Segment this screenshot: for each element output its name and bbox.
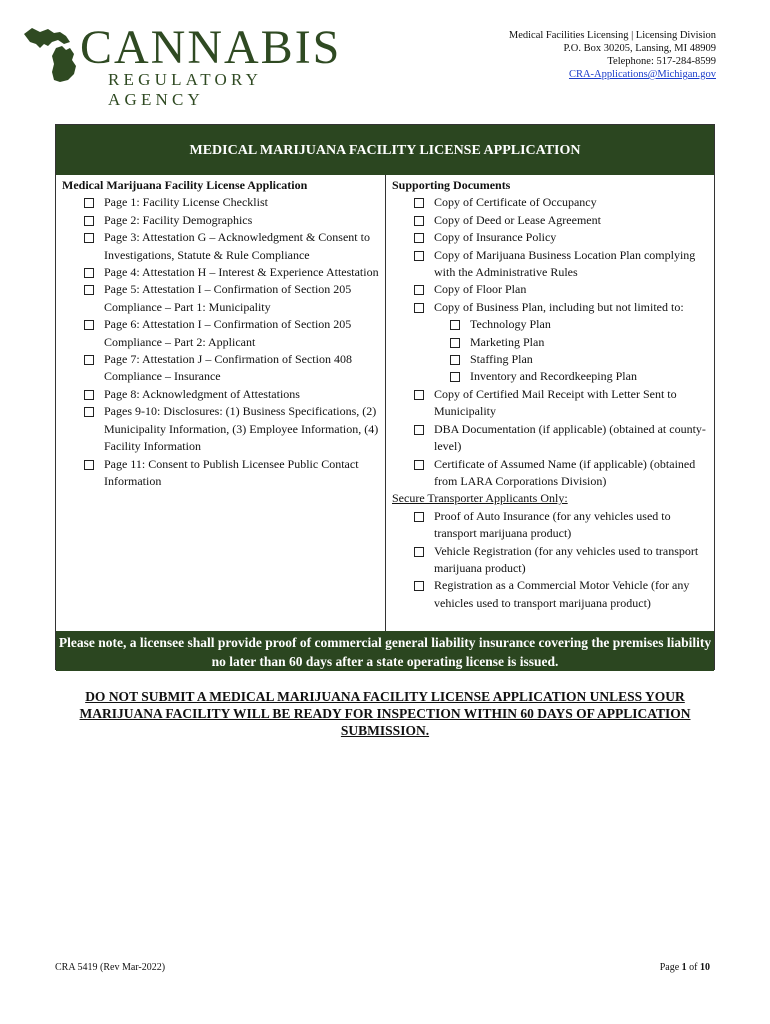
application-checklist	[62, 194, 379, 490]
checklist-item-label: Copy of Marijuana Business Location Plan complying with the Administrative Rules	[434, 247, 696, 280]
checklist-item	[62, 212, 379, 229]
checkbox[interactable]	[84, 233, 94, 243]
checklist-item	[392, 368, 708, 385]
checklist-item-label: Inventory and Recordkeeping Plan	[470, 369, 637, 384]
checklist-item-label: Certificate of Assumed Name (if applicable) (obtained from LARA Corporations Division)	[434, 456, 696, 488]
checklist-item-label: Copy of Floor Plan	[434, 282, 527, 297]
form-id: CRA 5419 (Rev Mar-2022)	[55, 962, 166, 973]
checklist-item	[392, 351, 708, 368]
contact-address: P.O. Box 30205, Lansing, MI 48909	[563, 43, 716, 54]
checklist-item	[62, 403, 379, 455]
checkbox[interactable]	[84, 268, 94, 278]
checklist-item-label: Pages 9-10: Disclosures: (1) Business Specifications, (2) Municipality Information, (3) Employee Information, (4) Facility Information	[104, 404, 379, 454]
checklist-item-label: Page 2: Facility Demographics	[104, 212, 253, 227]
checkbox[interactable]	[450, 355, 460, 365]
transporter-heading: Secure Transporter Applicants Only:	[392, 491, 568, 506]
supporting-docs-checklist	[392, 194, 708, 316]
contact-block	[509, 29, 716, 81]
checklist-item-label: Proof of Auto Insurance (for any vehicles used to transport marijuana product)	[434, 508, 671, 541]
checklist-item	[392, 212, 708, 229]
checklist-item	[392, 247, 708, 282]
checklist-item	[392, 194, 708, 211]
checkbox[interactable]	[414, 547, 424, 557]
checklist-item	[392, 386, 708, 421]
checkbox[interactable]	[84, 460, 94, 470]
checklist-item-label: Vehicle Registration (for any vehicles used to transport marijuana product)	[434, 543, 699, 575]
supporting-docs-checklist-2	[392, 386, 708, 490]
checklist-item	[62, 281, 379, 316]
checklist-item	[62, 316, 379, 351]
checklist-item-label: Registration as a Commercial Motor Vehicle (for any vehicles used to transport marijuana product)	[434, 578, 690, 610]
checklist-item-label: Page 3: Attestation G – Acknowledgment & Consent to Investigations, Statute & Rule Compliance	[104, 230, 370, 262]
checklist-item-label: Copy of Deed or Lease Agreement	[434, 212, 601, 227]
checklist-item-label: Copy of Certificate of Occupancy	[434, 195, 597, 210]
checkbox[interactable]	[414, 198, 424, 208]
checkbox[interactable]	[84, 320, 94, 330]
insurance-note: Please note, a licensee shall provide proof of commercial general liability insurance covering the premises liability no later than 60 days after a state operating license is issued.	[56, 631, 714, 671]
application-heading: Medical Marijuana Facility License Application	[62, 178, 308, 192]
checkbox[interactable]	[450, 338, 460, 348]
supporting-docs-heading: Supporting Documents	[392, 178, 511, 192]
checkbox[interactable]	[450, 372, 460, 382]
business-plan-checklist	[392, 316, 708, 386]
checkbox[interactable]	[414, 251, 424, 261]
page-number: Page 1 of 10	[659, 962, 710, 973]
contact-division: Medical Facilities Licensing | Licensing Division	[508, 30, 716, 41]
checklist-item	[392, 299, 708, 316]
checklist-item-label: DBA Documentation (if applicable) (obtained at county-level)	[434, 421, 706, 454]
michigan-map-icon	[22, 24, 84, 86]
checklist-item-label: Staffing Plan	[470, 352, 533, 367]
checklist-item-label: Copy of Business Plan, including but not limited to:	[434, 299, 684, 314]
checklist-item-label: Page 7: Attestation J – Confirmation of Section 408 Compliance – Insurance	[104, 352, 352, 384]
checkbox[interactable]	[414, 581, 424, 591]
supporting-docs-column	[386, 175, 714, 631]
checkbox[interactable]	[414, 425, 424, 435]
checklist-item	[392, 281, 708, 298]
checklist-item-label: Technology Plan	[470, 317, 551, 332]
contact-telephone: Telephone: 517-284-8599	[607, 56, 716, 67]
checkbox[interactable]	[414, 303, 424, 313]
checklist-item-label: Page 1: Facility License Checklist	[104, 195, 268, 210]
checkbox[interactable]	[84, 355, 94, 365]
checklist-item-label: Page 8: Acknowledgment of Attestations	[104, 386, 300, 401]
checklist-item-label: Marketing Plan	[470, 334, 545, 349]
checklist-item-label: Page 5: Attestation I – Confirmation of Section 205 Compliance – Part 1: Municipality	[104, 282, 352, 314]
checklist-item	[392, 421, 708, 456]
checkbox[interactable]	[84, 390, 94, 400]
submission-warning: DO NOT SUBMIT A MEDICAL MARIJUANA FACILITY LICENSE APPLICATION UNLESS YOUR MARIJUANA FACILITY WILL BE READY FOR INSPECTION WITHIN 60 DAYS OF APPLICATION SUBMISSION.	[79, 689, 691, 738]
checkbox[interactable]	[84, 216, 94, 226]
checklist-item	[62, 264, 379, 281]
checkbox[interactable]	[84, 198, 94, 208]
checklist-item	[62, 456, 379, 491]
checklist-item-label: Page 6: Attestation I – Confirmation of Section 205 Compliance – Part 2: Applicant	[104, 317, 352, 349]
checkbox[interactable]	[414, 512, 424, 522]
checklist-item-label: Copy of Certified Mail Receipt with Letter Sent to Municipality	[434, 386, 677, 419]
checkbox[interactable]	[84, 285, 94, 295]
checklist-item	[392, 456, 708, 491]
checklist-box	[55, 124, 715, 670]
checklist-item	[392, 229, 708, 246]
checkbox[interactable]	[414, 390, 424, 400]
checklist-item	[62, 194, 379, 211]
logo-wordmark: CANNABIS	[80, 21, 342, 74]
checklist-item	[62, 229, 379, 264]
checklist-item-label: Page 11: Consent to Publish Licensee Public Contact Information	[104, 456, 359, 488]
transporter-checklist	[392, 508, 708, 612]
checklist-item	[62, 386, 379, 403]
checklist-item-label: Copy of Insurance Policy	[434, 230, 557, 245]
checklist-item	[62, 351, 379, 386]
checkbox[interactable]	[414, 460, 424, 470]
application-column	[56, 175, 386, 631]
checklist-item-label: Page 4: Attestation H – Interest & Experience Attestation	[104, 265, 379, 280]
checkbox[interactable]	[450, 320, 460, 330]
checklist-item	[392, 543, 708, 578]
checklist-item	[392, 577, 708, 612]
checkbox[interactable]	[414, 216, 424, 226]
checklist-item	[392, 334, 708, 351]
checklist-item	[392, 508, 708, 543]
checklist-item	[392, 316, 708, 333]
checkbox[interactable]	[414, 285, 424, 295]
checkbox[interactable]	[84, 407, 94, 417]
agency-logo	[22, 21, 342, 109]
contact-email-link[interactable]: CRA-Applications@Michigan.gov	[568, 69, 716, 80]
checkbox[interactable]	[414, 233, 424, 243]
form-title: MEDICAL MARIJUANA FACILITY LICENSE APPLICATION	[56, 125, 714, 175]
logo-subtitle: REGULATORY AGENCY	[108, 70, 262, 109]
